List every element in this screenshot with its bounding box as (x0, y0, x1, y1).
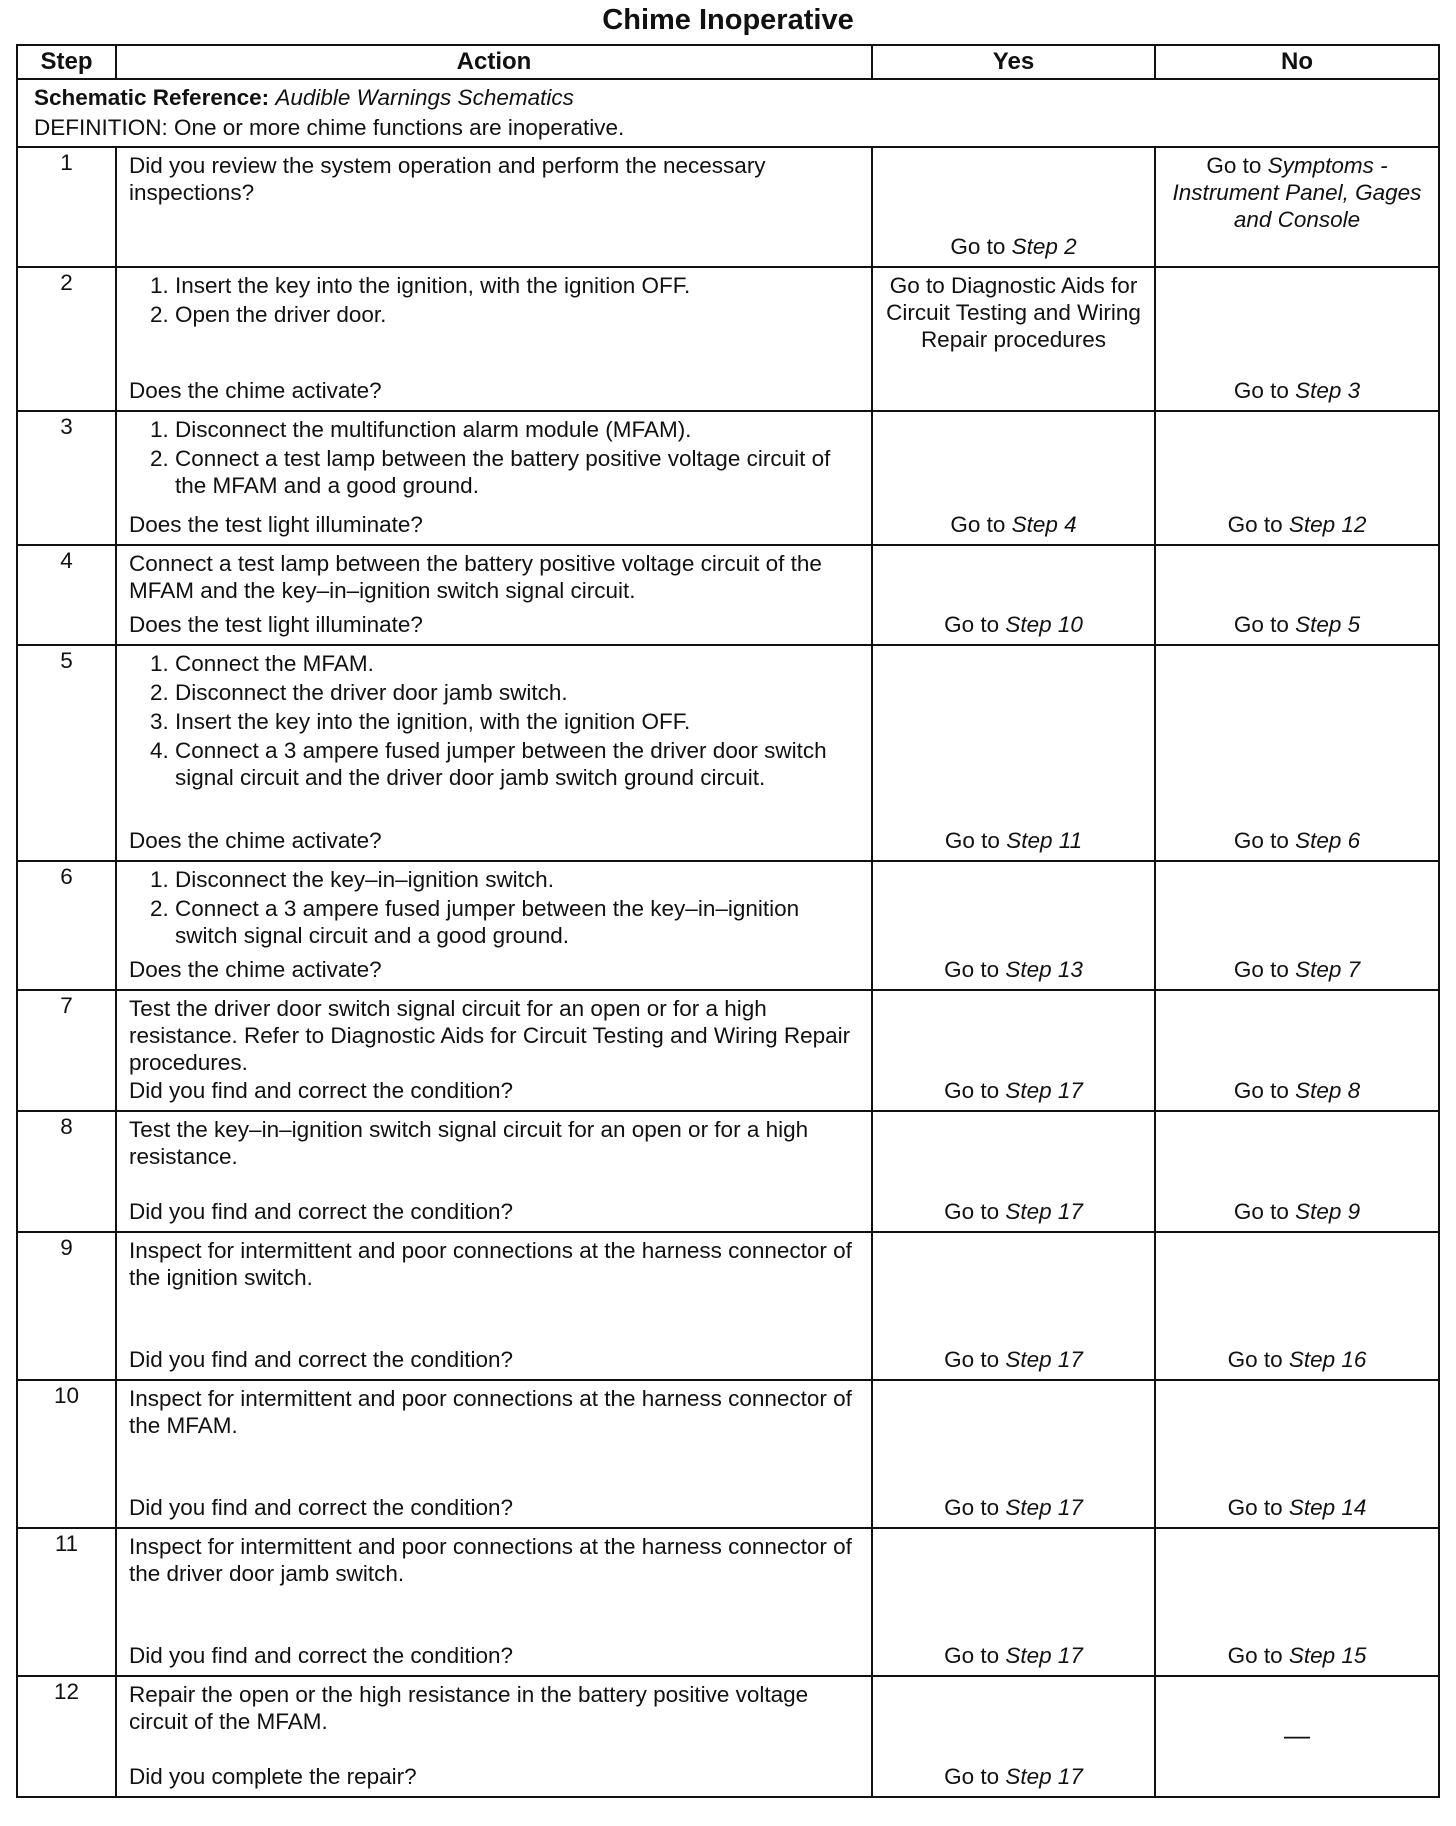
step-number: 5 (17, 645, 116, 861)
goto-prefix: Go to (1233, 1199, 1289, 1224)
goto-step-link[interactable]: Step 9 (1295, 1199, 1361, 1224)
step-yes-cell (872, 990, 1155, 1111)
step-number: 8 (17, 1111, 116, 1232)
step-row (17, 1676, 1439, 1797)
step-no-cell (1155, 1111, 1439, 1232)
action-text: Inspect for intermittent and poor connections at the harness connector of the ignition switch. (129, 1238, 852, 1290)
goto-prefix: Go to (1233, 378, 1289, 403)
step-row (17, 1232, 1439, 1380)
action-substep: 1. Disconnect the key–in–ignition switch. (175, 866, 861, 893)
action-substep: 2. Open the driver door. (175, 301, 861, 328)
goto-prefix: Go to (1233, 1078, 1289, 1103)
step-no-cell (1155, 147, 1439, 267)
step-no-cell (1155, 1380, 1439, 1528)
header-step: Step (17, 45, 116, 79)
goto-prefix: Go to (950, 234, 1006, 259)
goto-step-link[interactable]: Step 17 (1005, 1078, 1083, 1103)
step-row (17, 990, 1439, 1111)
step-row (17, 147, 1439, 267)
step-no-cell (1155, 1232, 1439, 1380)
step-number: 11 (17, 1528, 116, 1676)
step-no-cell (1155, 1676, 1439, 1797)
goto-step-link[interactable]: Step 5 (1295, 612, 1361, 637)
step-action (116, 1380, 872, 1528)
goto-prefix: Go to (944, 1495, 1000, 1520)
step-yes-cell (872, 411, 1155, 545)
step-action (116, 411, 872, 545)
goto-step-link[interactable]: Step 6 (1295, 828, 1361, 853)
step-action (116, 645, 872, 861)
definition-text: DEFINITION: One or more chime functions are inoperative. (34, 115, 625, 140)
goto-prefix: Go to (1233, 957, 1289, 982)
step-yes-cell (872, 267, 1155, 411)
step-number: 4 (17, 545, 116, 645)
step-yes-cell (872, 861, 1155, 990)
goto-prefix: Go to (944, 1078, 1000, 1103)
action-question: Does the test light illuminate? (129, 512, 423, 537)
step-yes-cell (872, 1232, 1155, 1380)
goto-step-link[interactable]: Step 10 (1005, 612, 1083, 637)
action-substep: 2. Connect a 3 ampere fused jumper between the key–in–ignition switch signal circuit and a good ground. (175, 895, 861, 949)
action-question: Did you find and correct the condition? (129, 1199, 513, 1224)
schematic-value: Audible Warnings Schematics (275, 85, 574, 110)
no-action-text: — (1284, 1719, 1310, 1750)
goto-prefix: Go to (1227, 1643, 1283, 1668)
action-substeps (129, 866, 861, 949)
action-question: Does the chime activate? (129, 957, 382, 982)
action-question: Does the chime activate? (129, 378, 382, 403)
step-row (17, 1111, 1439, 1232)
step-row (17, 411, 1439, 545)
goto-step-link[interactable]: Step 8 (1295, 1078, 1361, 1103)
goto-prefix: Go to (944, 1199, 1000, 1224)
goto-step-link[interactable]: Step 2 (1011, 234, 1077, 259)
step-yes-cell (872, 147, 1155, 267)
step-action (116, 861, 872, 990)
goto-prefix: Go to (944, 612, 1000, 637)
goto-step-link[interactable]: Step 14 (1288, 1495, 1367, 1520)
action-question: Did you complete the repair? (129, 1764, 417, 1789)
goto-prefix: Go to (944, 1643, 1000, 1668)
step-number: 2 (17, 267, 116, 411)
action-substep: 1. Connect the MFAM. (175, 650, 861, 677)
action-text: Inspect for intermittent and poor connections at the harness connector of the MFAM. (129, 1386, 852, 1438)
action-text: Inspect for intermittent and poor connections at the harness connector of the driver door jamb switch. (129, 1534, 852, 1586)
definition-cell (17, 79, 1439, 147)
step-yes-cell (872, 1676, 1155, 1797)
step-row (17, 1380, 1439, 1528)
action-substep: 1. Insert the key into the ignition, with the ignition OFF. (175, 272, 861, 299)
step-number: 7 (17, 990, 116, 1111)
goto-prefix: Go to (944, 1764, 1000, 1789)
step-number: 6 (17, 861, 116, 990)
goto-step-link[interactable]: Step 12 (1288, 512, 1367, 537)
goto-prefix: Go to (944, 1347, 1000, 1372)
step-row (17, 545, 1439, 645)
step-no-cell (1155, 411, 1439, 545)
goto-prefix: Go to (1233, 828, 1289, 853)
schematic-reference (34, 84, 1424, 114)
yes-action-text: Go to Diagnostic Aids for Circuit Testing and Wiring Repair procedures (886, 273, 1141, 352)
action-substeps (129, 272, 861, 328)
step-no-cell (1155, 645, 1439, 861)
step-action (116, 1528, 872, 1676)
goto-step-link[interactable]: Step 13 (1005, 957, 1083, 982)
action-substeps (129, 416, 861, 499)
goto-prefix: Go to (1233, 612, 1289, 637)
step-no-cell (1155, 267, 1439, 411)
step-yes-cell (872, 545, 1155, 645)
goto-step-link[interactable]: Step 17 (1005, 1199, 1083, 1224)
action-substep: 3. Insert the key into the ignition, with the ignition OFF. (175, 708, 861, 735)
step-number: 12 (17, 1676, 116, 1797)
action-question: Did you find and correct the condition? (129, 1078, 513, 1103)
action-question: Did you find and correct the condition? (129, 1347, 513, 1372)
goto-prefix: Go to (1227, 512, 1283, 537)
goto-step-link[interactable]: Step 17 (1005, 1643, 1083, 1668)
action-text: Test the driver door switch signal circuit for an open or for a high resistance. Refer to Diagnostic Aids for Circuit Testing and Wiring Repair procedures. (129, 996, 851, 1075)
definition-row (17, 79, 1439, 147)
step-yes-cell (872, 1380, 1155, 1528)
action-question: Does the chime activate? (129, 828, 382, 853)
goto-step-link[interactable]: Step 11 (1006, 828, 1083, 853)
goto-prefix: Go to (944, 957, 1000, 982)
step-number: 10 (17, 1380, 116, 1528)
step-no-cell (1155, 545, 1439, 645)
action-substep: 4. Connect a 3 ampere fused jumper between the driver door switch signal circuit and the driver door jamb switch ground circuit. (175, 737, 861, 791)
step-row (17, 645, 1439, 861)
step-number: 1 (17, 147, 116, 267)
action-text: Repair the open or the high resistance in the battery positive voltage circuit of the MFAM. (129, 1682, 809, 1734)
step-action (116, 1232, 872, 1380)
goto-step-link[interactable]: Symptoms - Instrument Panel, Gages and Console (1172, 153, 1422, 232)
action-text: Test the key–in–ignition switch signal circuit for an open or for a high resistance. (129, 1117, 809, 1169)
step-number: 9 (17, 1232, 116, 1380)
page-title: Chime Inoperative (602, 4, 854, 36)
step-no-cell (1155, 990, 1439, 1111)
step-row (17, 861, 1439, 990)
action-substep: 2. Connect a test lamp between the battery positive voltage circuit of the MFAM and a good ground. (175, 445, 861, 499)
goto-step-link[interactable]: Step 17 (1005, 1495, 1083, 1520)
step-no-cell (1155, 1528, 1439, 1676)
goto-step-link[interactable]: Step 17 (1005, 1764, 1083, 1789)
goto-prefix: Go to (950, 512, 1006, 537)
goto-prefix: Go to (1227, 1495, 1283, 1520)
action-question: Did you find and correct the condition? (129, 1495, 513, 1520)
header-yes: Yes (872, 45, 1155, 79)
header-action: Action (116, 45, 872, 79)
goto-prefix: Go to (1227, 1347, 1283, 1372)
step-yes-cell (872, 645, 1155, 861)
goto-step-link[interactable]: Step 16 (1288, 1347, 1367, 1372)
step-yes-cell (872, 1528, 1155, 1676)
step-action (116, 545, 872, 645)
step-action (116, 990, 872, 1111)
step-action (116, 267, 872, 411)
goto-step-link[interactable]: Step 4 (1011, 512, 1077, 537)
step-action (116, 1111, 872, 1232)
step-action (116, 1676, 872, 1797)
action-question: Did you find and correct the condition? (129, 1643, 513, 1668)
action-substeps (129, 650, 861, 791)
action-text: Connect a test lamp between the battery positive voltage circuit of the MFAM and the key–in–ignition switch signal circuit. (129, 551, 822, 603)
header-row (17, 45, 1439, 79)
step-no-cell (1155, 861, 1439, 990)
step-yes-cell (872, 1111, 1155, 1232)
goto-prefix: Go to (1206, 153, 1262, 178)
action-text: Did you review the system operation and perform the necessary inspections? (129, 153, 766, 205)
diagnostic-table (16, 44, 1440, 1798)
goto-step-link[interactable]: Step 3 (1295, 378, 1361, 403)
goto-prefix: Go to (944, 828, 1000, 853)
goto-step-link[interactable]: Step 15 (1288, 1643, 1367, 1668)
step-action (116, 147, 872, 267)
action-substep: 2. Disconnect the driver door jamb switch. (175, 679, 861, 706)
step-row (17, 1528, 1439, 1676)
goto-step-link[interactable]: Step 17 (1005, 1347, 1083, 1372)
action-question: Does the test light illuminate? (129, 612, 423, 637)
step-number: 3 (17, 411, 116, 545)
header-no: No (1155, 45, 1439, 79)
goto-step-link[interactable]: Step 7 (1295, 957, 1361, 982)
action-substep: 1. Disconnect the multifunction alarm module (MFAM). (175, 416, 861, 443)
schematic-label: Schematic Reference: (34, 85, 270, 110)
step-row (17, 267, 1439, 411)
